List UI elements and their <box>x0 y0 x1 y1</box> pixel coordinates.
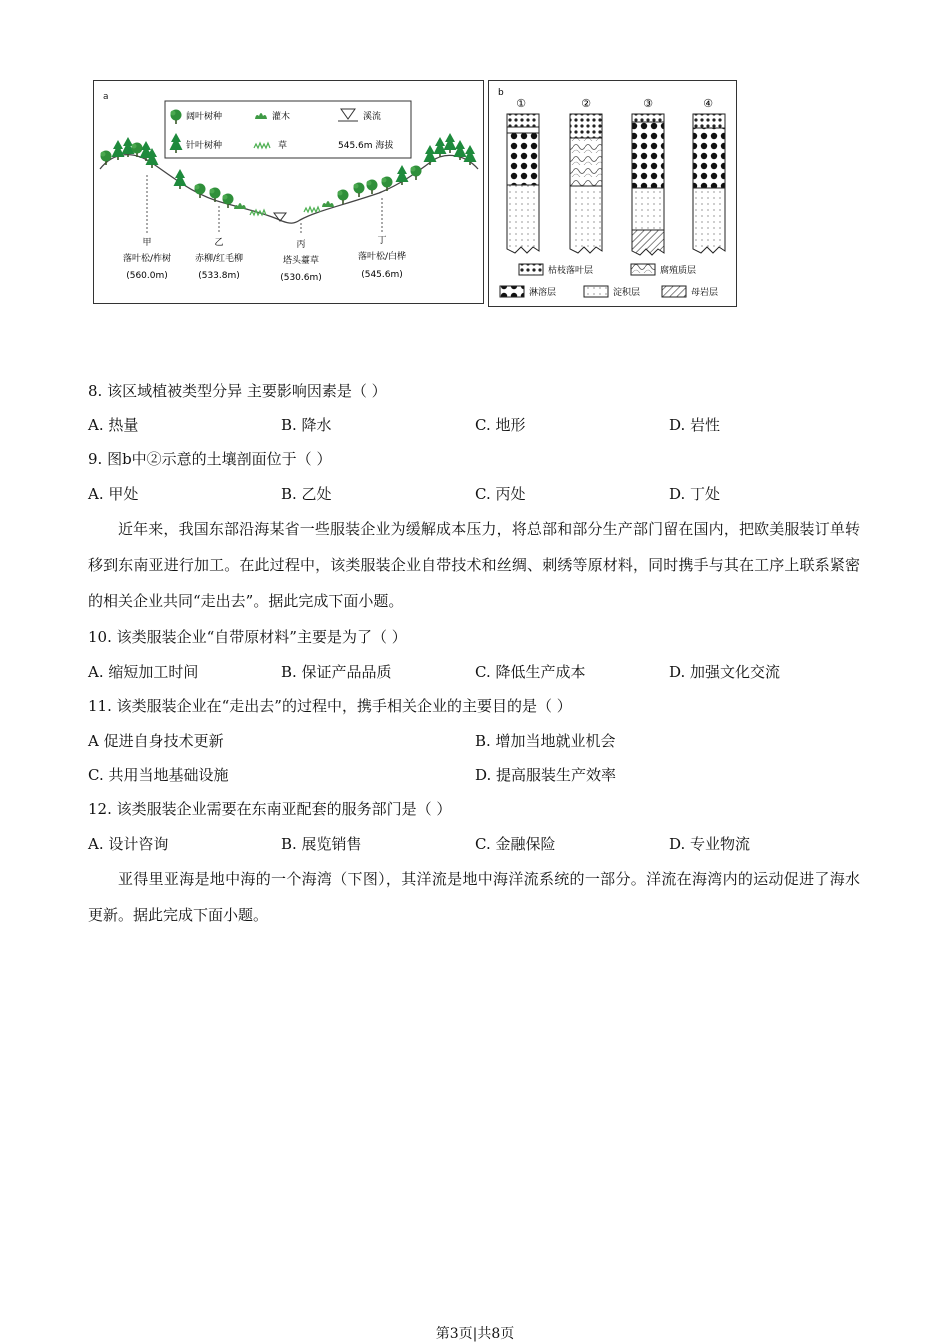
broadleaf-icon <box>338 190 349 205</box>
q8-option-c[interactable]: C. 地形 <box>475 416 526 434</box>
q11-option-b[interactable]: B. 增加当地就业机会 <box>475 732 616 750</box>
humus-swatch-icon <box>631 264 655 275</box>
q12-option-c[interactable]: C. 金融保险 <box>475 835 556 853</box>
column-2-label: ② <box>581 97 591 110</box>
soil-column-1 <box>507 114 539 253</box>
broadleaf-icon <box>223 194 234 209</box>
site-bing-elev: (530.6m) <box>280 273 322 283</box>
site-jia-name: 甲 <box>142 238 152 248</box>
broadleaf-icon <box>367 180 378 195</box>
page-footer: 第3页|共8页 <box>435 1326 515 1342</box>
passage-garment-enterprises: 近年来，我国东部沿海某省一些服装企业为缓解成本压力，将总部和部分生产部门留在国内，把欧美服装订单转移到东南亚进行加工。在此过程中，该类服装企业自带技术和丝绸、刺绣等原材料，同时携手与其在工序上联系紧密的相关企业共同“走出去”。据此完成下面小题。 <box>88 520 860 610</box>
eluvial-swatch-icon <box>500 286 524 297</box>
site-bing-veg: 塔头薹草 <box>282 256 320 266</box>
question-12-stem: 12. 该类服装企业需要在东南亚配套的服务部门是（ ） <box>88 800 452 818</box>
legend-stream: 溪流 <box>363 112 382 122</box>
q11-option-a[interactable]: A 促进自身技术更新 <box>88 732 224 750</box>
q12-option-d[interactable]: D. 专业物流 <box>669 835 751 853</box>
legend-litter: 枯枝落叶层 <box>548 266 594 276</box>
legend-illuvial: 淀积层 <box>613 288 641 298</box>
passage-adriatic-sea: 亚得里亚海是地中海的一个海湾（下图），其洋流是地中海洋流系统的一部分。洋流在海湾内的运动促进了海水更新。据此完成下面小题。 <box>88 870 860 924</box>
q10-option-b[interactable]: B. 保证产品品质 <box>281 663 392 681</box>
shrub-icon <box>322 201 334 207</box>
legend-humus: 腐殖质层 <box>660 266 697 276</box>
site-yi-name: 乙 <box>214 238 224 248</box>
conifer-icon <box>424 145 437 165</box>
legend-elev-note: 545.6m 海拔 <box>338 141 394 151</box>
q8-option-d[interactable]: D. 岩性 <box>669 416 721 434</box>
soil-column-2 <box>570 114 602 253</box>
site-ding-veg: 落叶松/白桦 <box>357 252 407 262</box>
conifer-icon <box>396 165 409 185</box>
site-ding-name: 丁 <box>377 236 387 246</box>
vegetation-profile-diagram <box>94 81 483 303</box>
conifer-icon <box>444 133 457 153</box>
figure-b-soil-profiles <box>488 80 737 307</box>
soil-legend <box>500 264 718 298</box>
soil-column-3 <box>632 114 664 255</box>
site-ding-elev: (545.6m) <box>361 270 403 280</box>
q8-option-b[interactable]: B. 降水 <box>281 416 332 434</box>
column-4-label: ④ <box>703 97 713 110</box>
q9-option-c[interactable]: C. 丙处 <box>475 485 526 503</box>
q9-option-b[interactable]: B. 乙处 <box>281 485 332 503</box>
shrub-icon <box>234 203 246 209</box>
q10-option-a[interactable]: A. 缩短加工时间 <box>88 663 199 681</box>
q11-option-d[interactable]: D. 提高服装生产效率 <box>475 766 617 784</box>
q9-option-a[interactable]: A. 甲处 <box>88 485 139 503</box>
question-11-stem: 11. 该类服装企业在“走出去”的过程中，携手相关企业的主要目的是（ ） <box>88 697 572 715</box>
site-yi-elev: (533.8m) <box>198 271 240 281</box>
conifer-icon <box>434 137 447 157</box>
site-jia-veg: 落叶松/柞树 <box>122 254 172 264</box>
site-jia-elev: (560.0m) <box>126 271 168 281</box>
figure-a-vegetation-profile <box>93 80 484 304</box>
legend-shrub: 灌木 <box>272 112 291 122</box>
broadleaf-icon <box>382 177 393 192</box>
broadleaf-icon <box>210 188 221 203</box>
legend-grass: 草 <box>278 141 288 151</box>
grass-icon <box>304 207 320 212</box>
site-yi-veg: 赤柳/红毛柳 <box>194 254 244 264</box>
site-bing-name: 丙 <box>296 240 306 250</box>
question-10-stem: 10. 该类服装企业“自带原材料”主要是为了（ ） <box>88 628 407 646</box>
litter-swatch-icon <box>519 264 543 275</box>
q9-option-d[interactable]: D. 丁处 <box>669 485 721 503</box>
legend-eluvial: 淋溶层 <box>529 288 557 298</box>
parent-swatch-icon <box>662 286 686 297</box>
conifer-icon <box>112 140 125 160</box>
figure-a-label: a <box>103 92 109 102</box>
broadleaf-icon <box>354 183 365 198</box>
figure-b-label: b <box>498 88 504 98</box>
soil-column-4 <box>693 114 725 253</box>
soil-profile-diagram <box>489 81 736 306</box>
q11-option-c[interactable]: C. 共用当地基础设施 <box>88 766 229 784</box>
column-3-label: ③ <box>643 97 653 110</box>
q8-option-a[interactable]: A. 热量 <box>88 416 139 434</box>
legend-parent: 母岩层 <box>691 288 719 298</box>
broadleaf-icon <box>411 166 422 181</box>
q10-option-d[interactable]: D. 加强文化交流 <box>669 663 781 681</box>
question-8-stem: 8. 该区域植被类型分异 主要影响因素是（ ） <box>88 382 387 400</box>
q12-option-b[interactable]: B. 展览销售 <box>281 835 362 853</box>
question-9-stem: 9. 图b中②示意的土壤剖面位于（ ） <box>88 450 332 468</box>
legend-broadleaf: 阔叶树种 <box>186 112 223 122</box>
legend-conifer: 针叶树种 <box>186 141 223 151</box>
broadleaf-icon <box>101 151 112 166</box>
column-1-label: ① <box>516 97 526 110</box>
q10-option-c[interactable]: C. 降低生产成本 <box>475 663 586 681</box>
q12-option-a[interactable]: A. 设计咨询 <box>88 835 169 853</box>
illuvial-swatch-icon <box>584 286 608 297</box>
